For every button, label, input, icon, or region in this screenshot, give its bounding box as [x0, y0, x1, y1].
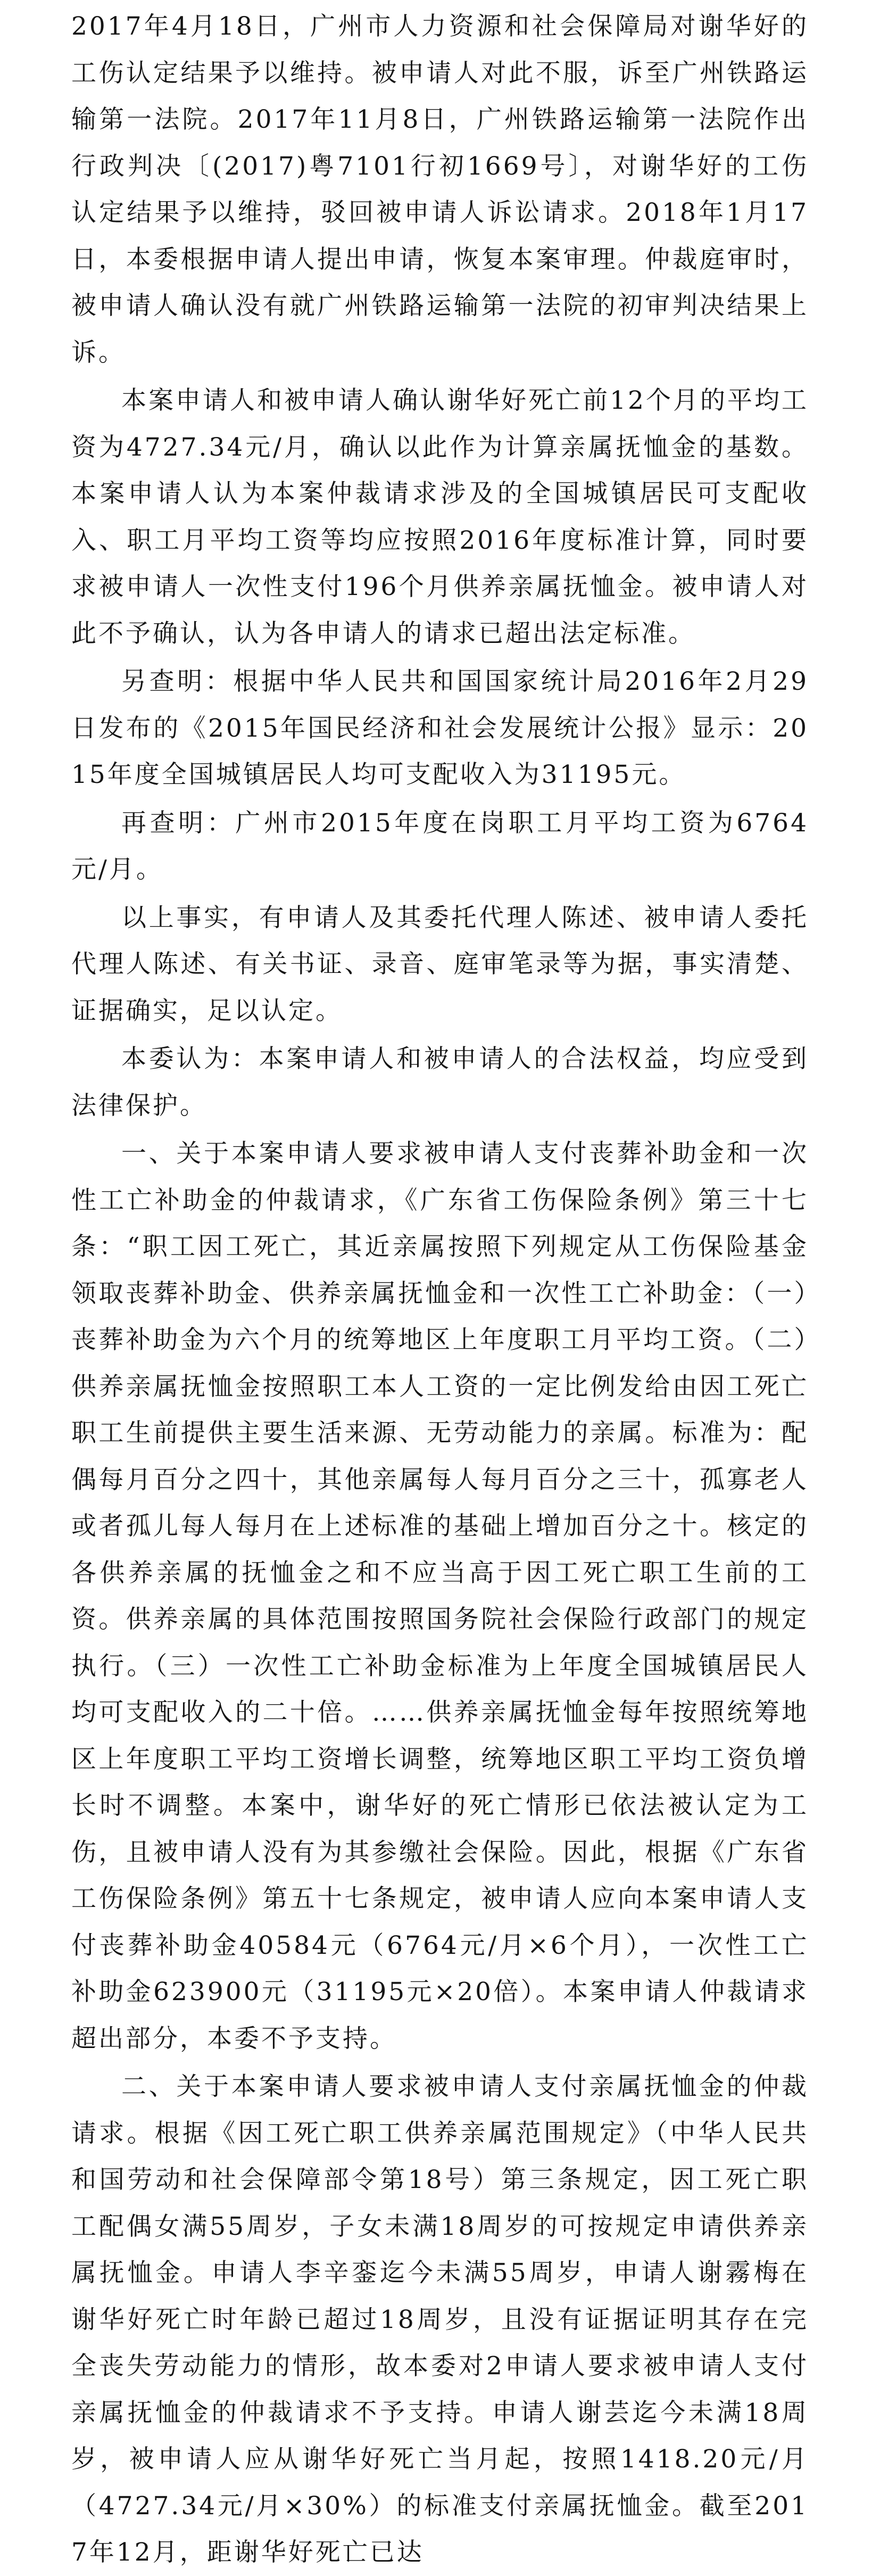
paragraph-further-finding: 另查明：根据中华人民共和国国家统计局2016年2月29日发布的《2015年国民经济和社会发展统计公报》显示：2015年度全国城镇居民人均可支配收入为31195元。	[71, 667, 809, 789]
paragraph-intro: 2017年4月18日，广州市人力资源和社会保障局对谢华好的工伤认定结果予以维持。被申请人对此不服，诉至广州铁路运输第一法院。2017年11月8日，广州铁路运输第一法院作出行政判决〔(2017)粤7101行初1669号〕，对谢华好的工伤认定结果予以维持，驳回被申请人诉讼请求。2018年1月17日，本委根据申请人提出申请，恢复本案审理。仲裁庭审时，被申请人确认没有就广州铁路运输第一法院的初审判决结果上诉。	[71, 12, 809, 367]
paragraph-monthly-wage: 本案申请人和被申请人确认谢华好死亡前12个月的平均工资为4727.34元/月，确认以此作为计算亲属抚恤金的基数。本案申请人认为本案仲裁请求涉及的全国城镇居民可支配收入、职工月平均工资等均应按照2016年度标准计算，同时要求被申请人一次性支付196个月供养亲属抚恤金。被申请人对此不予确认，认为各申请人的请求已超出法定标准。	[71, 386, 809, 648]
paragraph-second-finding: 再查明：广州市2015年度在岗职工月平均工资为6764元/月。	[71, 808, 809, 884]
paragraph-point-one: 一、关于本案申请人要求被申请人支付丧葬补助金和一次性工亡补助金的仲裁请求，《广东省工伤保险条例》第三十七条：“职工因工死亡，其近亲属按照下列规定从工伤保险基金领取丧葬补助金、供养亲属抚恤金和一次性工亡补助金：（一）丧葬补助金为六个月的统筹地区上年度职工月平均工资。（二）供养亲属抚恤金按照职工本人工资的一定比例发给由因工死亡职工生前提供主要生活来源、无劳动能力的亲属。标准为：配偶每月百分之四十，其他亲属每人每月百分之三十，孤寡老人或者孤儿每人每月在上述标准的基础上增加百分之十。核定的各供养亲属的抚恤金之和不应当高于因工死亡职工生前的工资。供养亲属的具体范围按照国务院社会保险行政部门的规定执行。（三）一次性工亡补助金标准为上年度全国城镇居民人均可支配收入的二十倍。……供养亲属抚恤金每年按照统筹地区上年度职工平均工资增长调整，统筹地区职工平均工资负增长时不调整。本案中，谢华好的死亡情形已依法被认定为工伤，且被申请人没有为其参缴社会保险。因此，根据《广东省工伤保险条例》第五十七条规定，被申请人应向本案申请人支付丧葬补助金40584元（6764元/月×6个月），一次性工亡补助金623900元（31195元×20倍）。本案申请人仲裁请求超出部分，本委不予支持。	[71, 1139, 809, 2053]
paragraph-point-two: 二、关于本案申请人要求被申请人支付亲属抚恤金的仲裁请求。根据《因工死亡职工供养亲属范围规定》（中华人民共和国劳动和社会保障部令第18号）第三条规定，因工死亡职工配偶女满55周岁，子女未满18周岁的可按规定申请供养亲属抚恤金。申请人李辛銮迄今未满55周岁，申请人谢霧梅在谢华好死亡时年龄已超过18周岁，且没有证据证明其存在完全丧失劳动能力的情形，故本委对2申请人要求被申请人支付亲属抚恤金的仲裁请求不予支持。申请人谢芸迄今未满18周岁，被申请人应从谢华好死亡当月起，按照1418.20元/月（4727.34元/月×30%）的标准支付亲属抚恤金。截至2017年12月，距谢华好死亡已达	[71, 2072, 809, 2567]
paragraph-facts: 以上事实，有申请人及其委托代理人陈述、被申请人委托代理人陈述、有关书证、录音、庭审笔录等为据，事实清楚、证据确实，足以认定。	[71, 903, 809, 1026]
paragraph-opinion: 本委认为：本案申请人和被申请人的合法权益，均应受到法律保护。	[71, 1044, 809, 1120]
